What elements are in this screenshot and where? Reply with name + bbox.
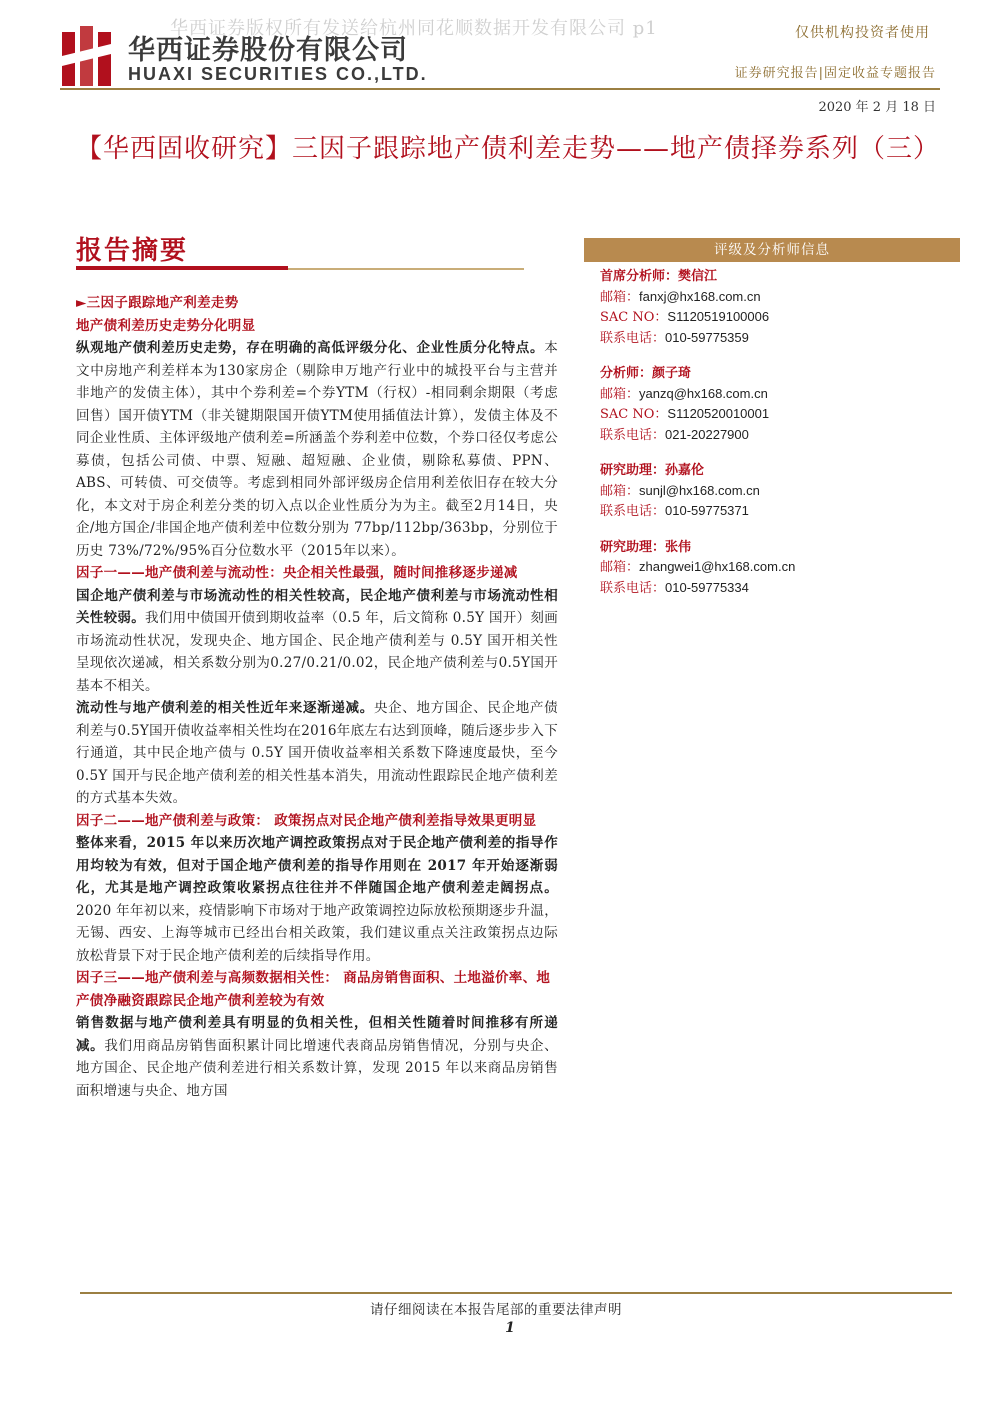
sac-number: S1120520010001 <box>667 406 770 421</box>
email-row <box>600 481 960 502</box>
paragraph-lead: 纵观地产债利差历史走势，存在明确的高低评级分化、企业性质分化特点。 <box>76 340 545 356</box>
field-label: 联系电话： <box>600 330 666 346</box>
field-label: 联系电话： <box>600 504 666 519</box>
phone-row <box>600 328 960 349</box>
paragraph-lead: 国企地产债利差与市场流动性的相关性较高，民企地产债利差与市场流动性相关性较弱。 <box>76 587 558 626</box>
sac-row <box>600 404 960 425</box>
phone-number: 010-59775359 <box>665 329 749 345</box>
email-link[interactable]: sunjl@hx168.com.cn <box>639 482 760 498</box>
analyst-title: 首席分析师：樊信江 <box>600 269 718 284</box>
analyst-card <box>600 267 960 348</box>
paragraph-lead: 销售数据与地产债利差具有明显的负相关性，但相关性随着时间推移有所递减。 <box>76 1015 558 1054</box>
report-title: 【华西固收研究】三因子跟踪地产债利差走势——地产债择券系列（三） <box>76 134 941 164</box>
report-date: 2020 年 2 月 18 日 <box>818 100 936 115</box>
subheading: 地产债利差历史走势分化明显 <box>76 317 256 334</box>
analyst-card <box>600 461 960 522</box>
field-label: 联系电话： <box>600 580 666 596</box>
paragraph <box>76 1012 558 1102</box>
company-name-cn: 华西证券股份有限公司 <box>128 35 408 66</box>
subheading: 因子二——地产债利差与政策： 政策拐点对民企地产债利差指导效果更明显 <box>76 812 537 829</box>
paragraph-text: 2020 年年初以来，疫情影响下市场对于地产政策调控边际放松预期逐步升温，无锡、西安、上海等城市已经出台相关政策，我们建议重点关注政策拐点边际放松背景下对于民企地产债利差的后续指导作用。 <box>76 902 558 964</box>
footer-divider <box>80 1292 952 1294</box>
field-label: 邮箱： <box>600 386 640 402</box>
field-label: 邮箱： <box>600 483 640 499</box>
paragraph <box>76 832 558 967</box>
analyst-title: 分析师：颜子琦 <box>600 366 692 381</box>
legal-notice: 请仔细阅读在本报告尾部的重要法律声明 <box>370 1302 622 1318</box>
analyst-card <box>600 538 960 599</box>
subheading: 因子一——地产债利差与流动性：央企相关性最强，随时间推移逐步递减 <box>76 565 518 581</box>
phone-number: 021-20227900 <box>665 426 749 442</box>
field-label: 邮箱： <box>600 289 640 305</box>
paragraph-text: 本文中房地产利差样本为130家房企（剔除申万地产行业中的城投平台与主营并非地产的发债主体），其中个券利差=个券YTM（行权）-相同剩余期限（考虑回售）国开债YTM（非关键期限国开债YTM使用插值法计算），发债主体及不同企业性质、主体评级地产债利差=所涵盖个券利差中位数，个券口径仅考虑公募债，包括公司债、中票、短融、超短融、企业债，剔除私募债、PPN、ABS、可转债、可交债等。考虑到相同外部评级房企信用利差依旧存在较大分化，本文对于房企利差分类的切入点以企业性质分为为主。截至2月14日，央企/地方国企/非国企地产债利差中位数分别为 77bp/112bp/363bp，分别位于历史 73%/72%/95%百分位数水平（2015年以来）。 <box>76 340 558 559</box>
paragraph-lead: 流动性与地产债利差的相关性近年来逐渐递减。 <box>76 700 374 716</box>
heading-underline-red <box>76 266 288 270</box>
phone-row <box>600 578 960 599</box>
paragraph-text: 我们用中债国开债到期收益率（0.5 年，后文简称 0.5Y 国开）刻画市场流动性状况，发现央企、地方国企、民企地产债利差与 0.5Y 国开相关性呈现依次递减，相关系数分别为0.27/0.21/0.02，民企地产债利差与0.5Y国开基本不相关。 <box>76 610 558 694</box>
paragraph-text: 央企、地方国企、民企地产债利差与0.5Y国开债收益率相关性均在2016年底左右达到顶峰，随后逐步步入下行通道，其中民企地产债与 0.5Y 国开债收益率相关系数下降速度最快，至今 0.5Y 国开与民企地产债利差的相关性基本消失，用流动性跟踪民企地产债利差的方式基本失效。 <box>76 700 558 806</box>
analyst-title: 研究助理：张伟 <box>600 539 692 555</box>
email-row <box>600 384 960 405</box>
analyst-card <box>600 364 960 445</box>
paragraph <box>76 585 558 698</box>
field-label: SAC NO： <box>600 310 668 325</box>
watermark: 华西证券版权所有发送给杭州同花顺数据开发有限公司 p1 <box>170 18 658 39</box>
paragraph-lead: 整体来看，2015 年以来历次地产调控政策拐点对于民企地产债利差的指导作用均较为有效，但对于国企地产债利差的指导作用则在 2017 年开始逐渐弱化，尤其是地产调控政策收紧拐点往往并不伴随国企地产债利差走阔拐点。 <box>76 835 558 896</box>
huaxi-logo-icon <box>62 26 112 86</box>
summary-body <box>76 292 558 1102</box>
analyst-title: 研究助理：孙嘉伦 <box>600 463 705 478</box>
analyst-info-box <box>584 238 960 614</box>
subheading: 因子三——地产债利差与高频数据相关性： 商品房销售面积、土地溢价率、地产债净融资跟踪民企地产债利差较为有效 <box>76 970 551 1009</box>
audience-label: 仅供机构投资者使用 <box>795 25 930 41</box>
sac-row <box>600 307 960 328</box>
phone-number: 010-59775371 <box>665 503 749 518</box>
header-divider <box>60 88 940 90</box>
paragraph-text: 我们用商品房销售面积累计同比增速代表商品房销售情况，分别与央企、地方国企、民企地产债利差进行相关系数计算，发现 2015 年以来商品房销售面积增速与央企、地方国 <box>76 1037 558 1099</box>
email-link[interactable]: fanxj@hx168.com.cn <box>639 288 761 304</box>
email-row <box>600 287 960 308</box>
email-row <box>600 557 960 578</box>
company-name-en: HUAXI SECURITIES CO.,LTD. <box>128 64 428 84</box>
email-link[interactable]: yanzq@hx168.com.cn <box>639 385 768 401</box>
report-type-label: 证券研究报告|固定收益专题报告 <box>734 66 936 81</box>
analyst-box-heading: 评级及分析师信息 <box>584 238 960 262</box>
phone-row <box>600 425 960 446</box>
email-link[interactable]: zhangwei1@hx168.com.cn <box>639 559 796 574</box>
sac-number: S1120519100006 <box>667 309 770 324</box>
page-number: 1 <box>505 1320 515 1336</box>
subheading: ►三因子跟踪地产利差走势 <box>76 295 239 311</box>
field-label: SAC NO： <box>600 407 668 422</box>
phone-row <box>600 501 960 522</box>
paragraph <box>76 337 558 562</box>
phone-number: 010-59775334 <box>665 579 749 595</box>
field-label: 邮箱： <box>600 560 640 575</box>
field-label: 联系电话： <box>600 427 666 443</box>
summary-heading: 报告摘要 <box>76 236 189 266</box>
heading-underline-gold <box>288 268 524 270</box>
paragraph <box>76 697 558 810</box>
